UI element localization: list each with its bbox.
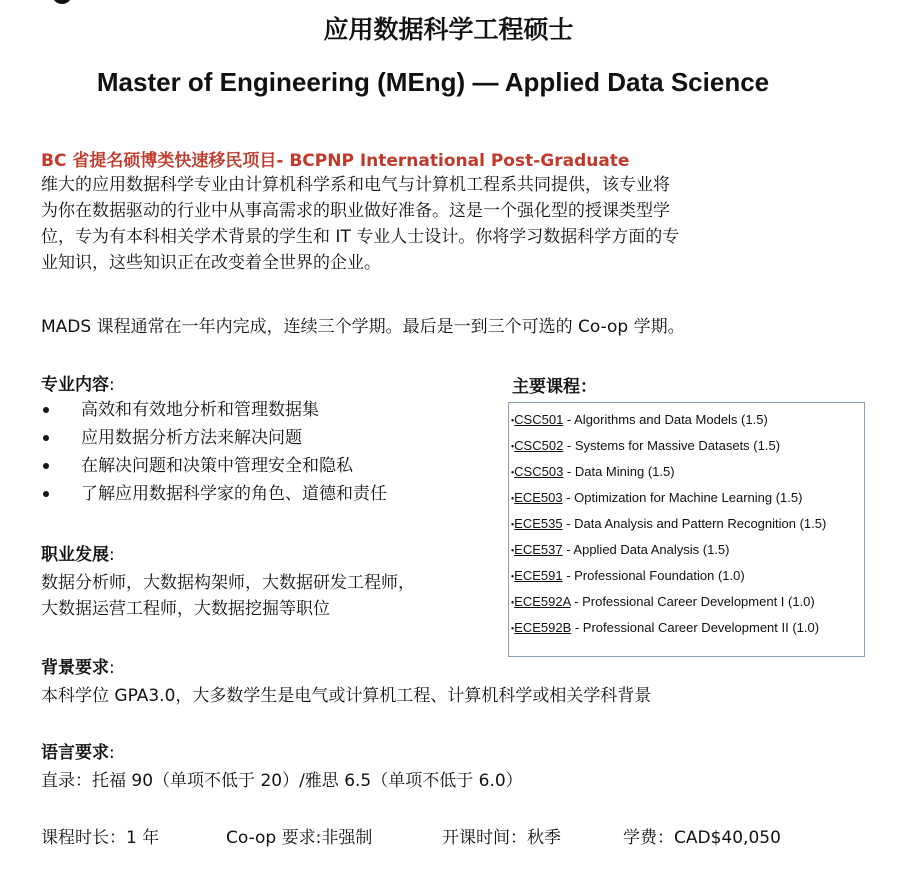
- intro-line: 维大的应用数据科学专业由计算机科学系和电气与计算机工程系共同提供，该专业将: [41, 175, 670, 195]
- background-heading-colon: :: [109, 658, 115, 678]
- intro-paragraph: [41, 172, 679, 276]
- page-title-en: Master of Engineering (MEng) — Applied Data Science: [96, 67, 770, 97]
- course-code-link[interactable]: ECE537: [514, 542, 563, 557]
- program-heading: BC 省提名硕博类快速移民项目- BCPNP International Post-Graduate: [41, 151, 630, 171]
- bullet-icon: •: [511, 545, 515, 556]
- content-heading: [41, 370, 115, 398]
- course-item: [509, 459, 864, 485]
- course-item: [509, 433, 864, 459]
- bullet-icon: •: [511, 467, 515, 478]
- duration-note: MADS 课程通常在一年内完成，连续三个学期。最后是一到三个可选的 Co-op 学期。: [41, 317, 685, 337]
- bullet-icon: •: [511, 571, 515, 582]
- courses-heading: 主要课程：: [512, 377, 597, 397]
- language-section: [41, 738, 523, 794]
- course-code-link[interactable]: ECE535: [514, 516, 563, 531]
- content-heading-colon: :: [109, 375, 115, 395]
- career-heading-colon: :: [109, 545, 115, 565]
- content-list: [41, 396, 387, 508]
- bullet-icon: •: [511, 441, 515, 452]
- course-name: - Data Analysis and Pattern Recognition (1.5): [562, 516, 827, 531]
- footer-duration: 课程时长：1 年: [41, 828, 160, 848]
- list-item-text: 高效和有效地分析和管理数据集: [81, 400, 319, 420]
- career-section: [41, 540, 415, 622]
- list-item: [41, 424, 387, 452]
- course-item: [509, 485, 864, 511]
- course-code-link[interactable]: CSC502: [514, 438, 564, 453]
- course-name: - Professional Foundation (1.0): [562, 568, 745, 583]
- intro-line: 业知识，这些知识正在改变着全世界的企业。: [41, 253, 381, 273]
- language-heading: [41, 738, 523, 766]
- page-title-cn: 应用数据科学工程硕士: [323, 15, 574, 44]
- course-name: - Applied Data Analysis (1.5): [562, 542, 730, 557]
- footer-tuition: 学费：CAD$40,050: [623, 828, 781, 848]
- course-code-link[interactable]: ECE592B: [514, 620, 572, 635]
- content-heading-text: 专业内容: [41, 375, 109, 395]
- language-heading-text: 语言要求: [41, 743, 109, 763]
- course-code-link[interactable]: CSC503: [514, 464, 564, 479]
- course-name: - Data Mining (1.5): [563, 464, 675, 479]
- intro-line: 位，专为有本科相关学术背景的学生和 IT 专业人士设计。你将学习数据科学方面的专: [41, 227, 680, 247]
- footer-start: 开课时间：秋季: [442, 828, 561, 848]
- course-name: - Optimization for Machine Learning (1.5): [562, 490, 803, 505]
- course-code-link[interactable]: CSC501: [514, 412, 564, 427]
- intro-line: 为你在数据驱动的行业中从事高需求的职业做好准备。这是一个强化型的授课类型学: [41, 201, 670, 221]
- language-heading-colon: :: [109, 743, 115, 763]
- course-code-link[interactable]: ECE503: [514, 490, 563, 505]
- course-item: [509, 615, 864, 641]
- background-text: 本科学位 GPA3.0，大多数学生是电气或计算机工程、计算机科学或相关学科背景: [41, 686, 652, 706]
- course-code-link[interactable]: ECE592A: [514, 594, 571, 609]
- course-name: - Systems for Massive Datasets (1.5): [563, 438, 781, 453]
- list-item-text: 应用数据分析方法来解决问题: [81, 428, 302, 448]
- course-code-link[interactable]: ECE591: [514, 568, 563, 583]
- list-item: [41, 452, 387, 480]
- background-section: [41, 653, 651, 709]
- language-text: 直录：托福 90（单项不低于 20）/雅思 6.5（单项不低于 6.0）: [41, 771, 523, 791]
- career-heading-text: 职业发展: [41, 545, 109, 565]
- bullet-icon: •: [511, 415, 515, 426]
- content-section: [41, 370, 115, 398]
- course-list-box: [508, 402, 865, 657]
- course-item: [509, 537, 864, 563]
- career-line: 数据分析师，大数据构架师，大数据研发工程师，: [41, 573, 415, 593]
- content-list-wrap: [41, 396, 387, 508]
- course-item: [509, 563, 864, 589]
- list-item-text: 了解应用数据科学家的角色、道德和责任: [81, 484, 387, 504]
- bullet-icon: [43, 463, 49, 469]
- bullet-icon: •: [511, 519, 515, 530]
- course-item: [509, 407, 864, 433]
- bullet-icon: [43, 435, 49, 441]
- course-item: [509, 511, 864, 537]
- course-name: - Professional Career Development II (1.0): [571, 620, 820, 635]
- career-heading: [41, 540, 415, 568]
- course-item: [509, 589, 864, 615]
- bullet-icon: •: [511, 493, 515, 504]
- bullet-icon: •: [511, 597, 515, 608]
- background-heading-text: 背景要求: [41, 658, 109, 678]
- footer-coop: Co-op 要求:非强制: [226, 828, 373, 848]
- list-item: [41, 480, 387, 508]
- bullet-icon: •: [511, 623, 515, 634]
- corner-mark: [52, 0, 72, 4]
- course-name: - Algorithms and Data Models (1.5): [563, 412, 768, 427]
- bullet-icon: [43, 491, 49, 497]
- background-heading: [41, 653, 651, 681]
- list-item-text: 在解决问题和决策中管理安全和隐私: [81, 456, 353, 476]
- course-name: - Professional Career Development I (1.0): [570, 594, 815, 609]
- list-item: [41, 396, 387, 424]
- bullet-icon: [43, 407, 49, 413]
- career-line: 大数据运营工程师，大数据挖掘等职位: [41, 599, 330, 619]
